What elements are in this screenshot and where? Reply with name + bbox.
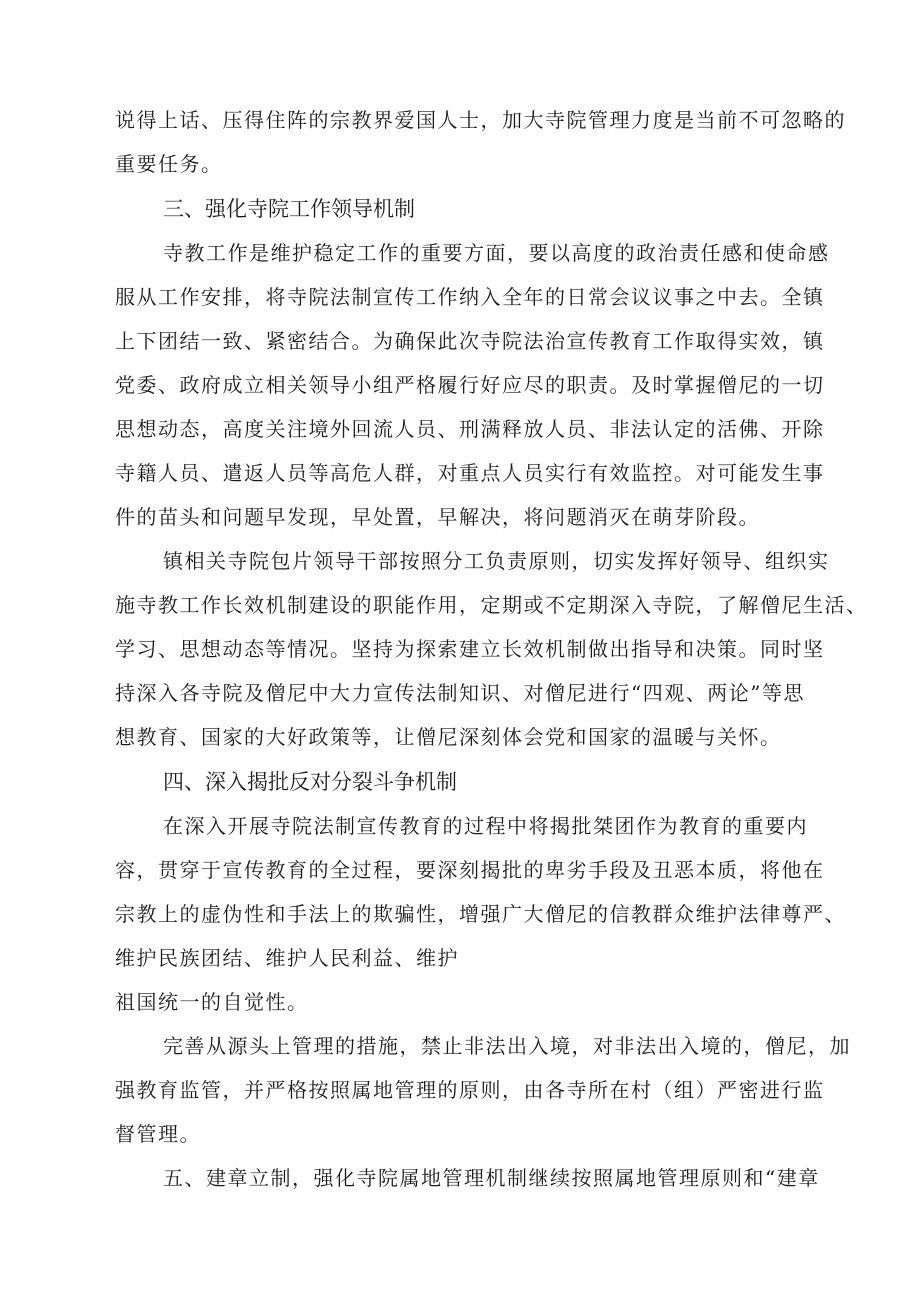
body-text-line: 完善从源头上管理的措施，禁止非法出入境，对非法出入境的，僧尼，加 [163, 1034, 851, 1058]
body-text-line: 件的苗头和问题早发现，早处置，早解决，将问题消灭在萌芽阶段。 [115, 505, 760, 529]
body-text-line: 寺教工作是维护稳定工作的重要方面，要以高度的政治责任感和使命感 [163, 241, 830, 265]
body-text-line: 服从工作安排，将寺院法制宣传工作纳入全年的日常会议议事之中去。全镇 [115, 285, 825, 309]
body-text-line: 思想动态，高度关注境外回流人员、刑满释放人员、非法认定的活佛、开除 [115, 417, 825, 441]
body-text-line: 寺籍人员、遣返人员等高危人群，对重点人员实行有效监控。对可能发生事 [115, 461, 825, 485]
body-text-line: 重要任务。 [115, 152, 223, 176]
section-heading-4: 四、深入揭批反对分裂斗争机制 [163, 770, 457, 794]
body-text-line: 在深入开展寺院法制宣传教育的过程中将揭批桀团作为教育的重要内 [163, 814, 808, 838]
body-text-line: 督管理。 [115, 1122, 201, 1146]
body-text-line: 持深入各寺院及僧尼中大力宣传法制知识、对僧尼进行“四观、两论”等思 [115, 681, 805, 705]
body-text-line: 施寺教工作长效机制建设的职能作用，定期或不定期深入寺院，了解僧尼生活、 [115, 593, 868, 617]
body-text-line: 容，贯穿于宣传教育的全过程，要深刻揭批的卑劣手段及丑恶本质，将他在 [115, 858, 825, 882]
body-text-line: 祖国统一的自觉性。 [115, 990, 309, 1014]
body-text-line: 维护民族团结、维护人民利益、维护 [115, 946, 459, 970]
body-text-line: 上下团结一致、紧密结合。为确保此次寺院法治宣传教育工作取得实效，镇 [115, 329, 825, 353]
body-text-line: 党委、政府成立相关领导小组严格履行好应尽的职责。及时掌握僧尼的一切 [115, 373, 825, 397]
body-text-line: 想教育、国家的大好政策等，让僧尼深刻体会党和国家的温暖与关怀。 [115, 725, 782, 749]
body-text-line: 镇相关寺院包片领导干部按照分工负责原则，切实发挥好领导、组织实 [163, 549, 830, 573]
body-text-line: 宗教上的虚伪性和手法上的欺骗性，增强广大僧尼的信教群众维护法律尊严、 [115, 902, 846, 926]
section-heading-3: 三、强化寺院工作领导机制 [163, 197, 415, 221]
section-heading-5-line: 五、建章立制，强化寺院属地管理机制继续按照属地管理原则和“建章 [163, 1166, 820, 1190]
body-text-line: 说得上话、压得住阵的宗教界爱国人士，加大寺院管理力度是当前不可忽略的 [115, 108, 846, 132]
body-text-line: 学习、思想动态等情况。坚持为探索建立长效机制做出指导和决策。同时坚 [115, 637, 825, 661]
body-text-line: 强教育监管，并严格按照属地管理的原则，由各寺所在村（组）严密进行监 [115, 1078, 825, 1102]
